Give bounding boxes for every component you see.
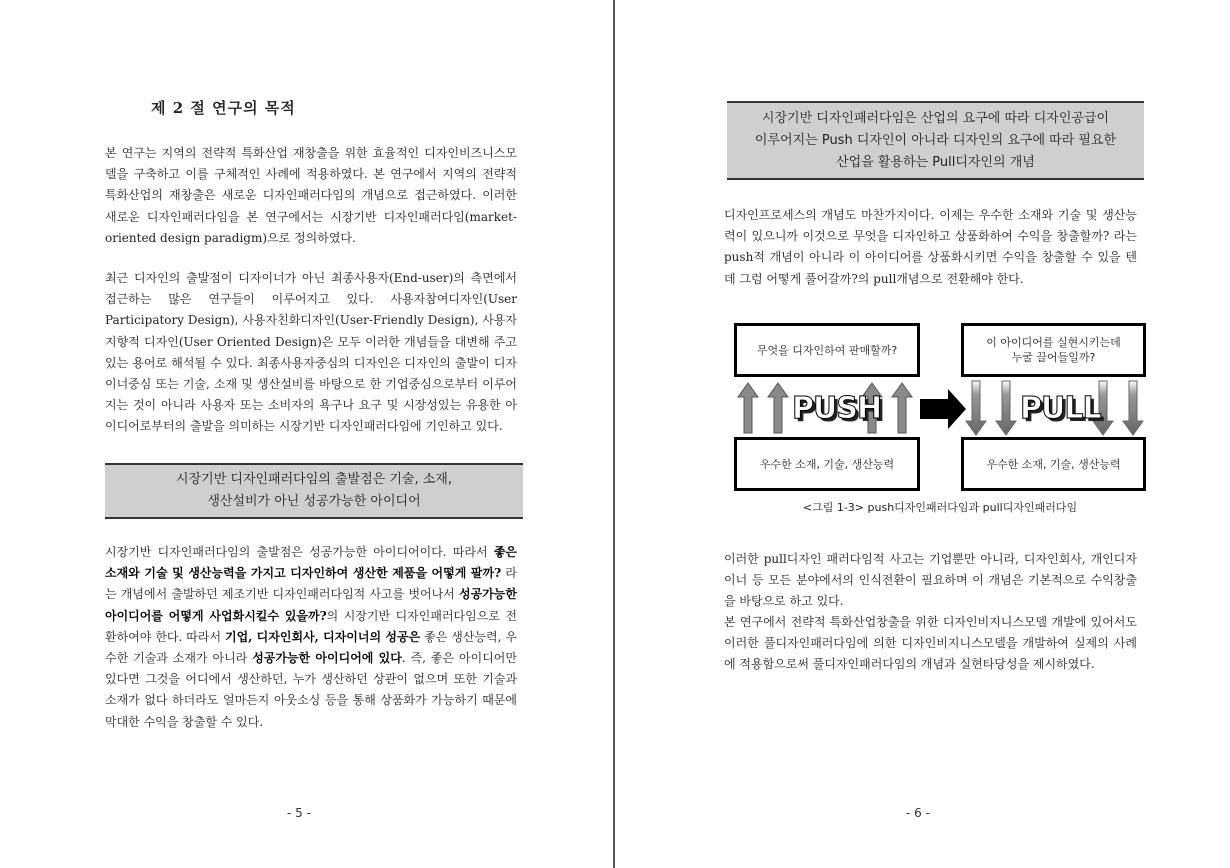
end-user-paragraph: 최근 디자인의 출발점이 디자이너가 아닌 최종사용자(End-user)의 측면에서 접근하는 많은 연구들이 이루어지고 있다. 사용자참여디자인(User Participatory Design), 사용자친화디자인(User-Friendly Design), 사용자지향적 디자인(User Oriented Design)은 모두 이러한 개념들을 대변해 주고 있는 용어로 해석될 수 있다. 최종사용자중심의 디자인은 디자인의 출발이 디자이너중심 또는 기술, 소재 및 생산설비를 바탕으로 한 기업중심으로부터 이루어지는 것이 아니라 사용자 또는 소비자의 욕구나 요구 및 시장성있는 유용한 아이디어로부터의 출발을 의미하는 시장기반 디자인패러다임에 기인하고 있다.	[105, 271, 517, 434]
text-span: 라는 개념에서 출발하던 제조기반 디자인패러다임적 사고를 벗어나서	[105, 566, 517, 602]
pull-paradigm-paragraph: 이러한 pull디자인 패러다임적 사고는 기업뿐만 아니라, 디자인회사, 개인디자이너 등 모든 분야에서의 인식전환이 필요하며 이 개념은 기본적으로 수익창출을 바탕으로 하고 있다.	[724, 552, 1137, 609]
left-page	[0, 0, 613, 868]
text-span: 시장기반 디자인패러다임의 출발점은 성공가능한 아이디어이다. 따라서	[105, 545, 494, 559]
emphasis-text: 기업, 디자인회사, 디자이너의 성공은	[225, 629, 421, 644]
pull-bottom-box: 우수한 소재, 기술, 생산능력	[961, 437, 1146, 491]
pull-top-box	[961, 323, 1146, 377]
figure-caption: <그림 1-3> push디자인패러다임과 pull디자인패러다임	[802, 501, 1078, 514]
push-top-box: 무엇을 디자인하여 판매할까?	[734, 323, 920, 377]
highlight-box-right	[727, 101, 1144, 180]
intro-paragraph: 본 연구는 지역의 전략적 특화산업 재창출을 위한 효율적인 디자인비즈니스모델을 구축하고 이를 구체적인 사례에 적용하였다. 본 연구에서 지역의 전략적 특화산업의 재창출은 새로운 디자인패러다임의 개념으로 접근하였다. 이러한 새로운 디자인패러다임을 본 연구에서는 시장기반 디자인패러다임(market-oriented design paradigm)으로 정의하였다.	[105, 146, 517, 245]
direction-arrow-icon	[920, 389, 966, 429]
push-pull-diagram	[734, 323, 1146, 491]
emphasis-text: 좋은 소재와 기술 및 생산능력을 가지고 디자인하여 생산한 제품을 어떻게 팔까?	[105, 545, 517, 581]
conclusion-paragraph: 본 연구에서 전략적 특화산업창출을 위한 디자인비지니스모델 개발에 있어서도 이러한 풀디자인패러다임에 의한 디자인비지니스모델을 개발하여 실제의 사례에 적용함으로써 풀디자인패러다임의 개념과 실현타당성을 제시하였다.	[724, 615, 1137, 672]
page-number: - 6 -	[906, 806, 930, 820]
push-bottom-box: 우수한 소재, 기술, 생산능력	[734, 437, 920, 491]
highlight-box-line: 시장기반 디자인패러다임의 출발점은 기술, 소재,	[176, 472, 452, 487]
text-span: 좋은 생산능력, 우수한 기술과 소재가 아니라	[105, 629, 517, 666]
text-span: 의 시장기반 디자인패러다임으로 전환하여야 한다. 따라서	[105, 608, 517, 644]
text-span: . 즉, 좋은 아이디어만 있다면 그것을 어디에서 생산하던, 누가 생산하던 상관이 없으며 또한 기술과 소재가 없다 하더라도 얼마든지 아웃소싱 등을 통해 상품화가 가능하기 때문에 막대한 수익을 창출할 수 있다.	[105, 651, 517, 729]
pull-top-line: 이 아이디어를 실현시키는데	[986, 336, 1121, 349]
idea-paragraph	[105, 542, 517, 733]
highlight-box-line: 이루어지는 Push 디자인이 아니라 디자인의 요구에 따라 필요한	[754, 132, 1117, 148]
emphasis-text: 성공가능한 아이디어에 있다	[252, 651, 402, 666]
highlight-box-left	[105, 463, 523, 519]
section-heading: 제 2 절 연구의 목적	[151, 99, 296, 117]
pull-top-line: 누굴 끌어들일까?	[1011, 351, 1096, 364]
page-number: - 5 -	[287, 806, 311, 820]
highlight-box-line: 시장기반 디자인패러다임은 산업의 요구에 따라 디자인공급이	[761, 110, 1110, 126]
highlight-box-line: 생산설비가 아닌 성공가능한 아이디어	[207, 494, 421, 509]
page-divider	[613, 0, 615, 868]
highlight-box-line: 산업을 활용하는 Pull디자인의 개념	[836, 154, 1035, 170]
pull-label: PULL	[1020, 391, 1101, 426]
push-label: PUSH	[792, 391, 882, 426]
emphasis-text: 성공가능한 아이디어를 어떻게 사업화시킬수 있을까?	[105, 587, 517, 623]
process-paragraph: 디자인프로세스의 개념도 마찬가지이다. 이제는 우수한 소재와 기술 및 생산능력이 있으니까 이것으로 무엇을 디자인하고 상품화하여 수익을 창출할까? 라는 push적 개념이 아니라 이 아이디어를 상품화시키면 수익을 창출할 수 있을 텐데 그럼 어떻게 풀어갈까?의 pull개념으로 전환해야 한다.	[724, 208, 1137, 286]
